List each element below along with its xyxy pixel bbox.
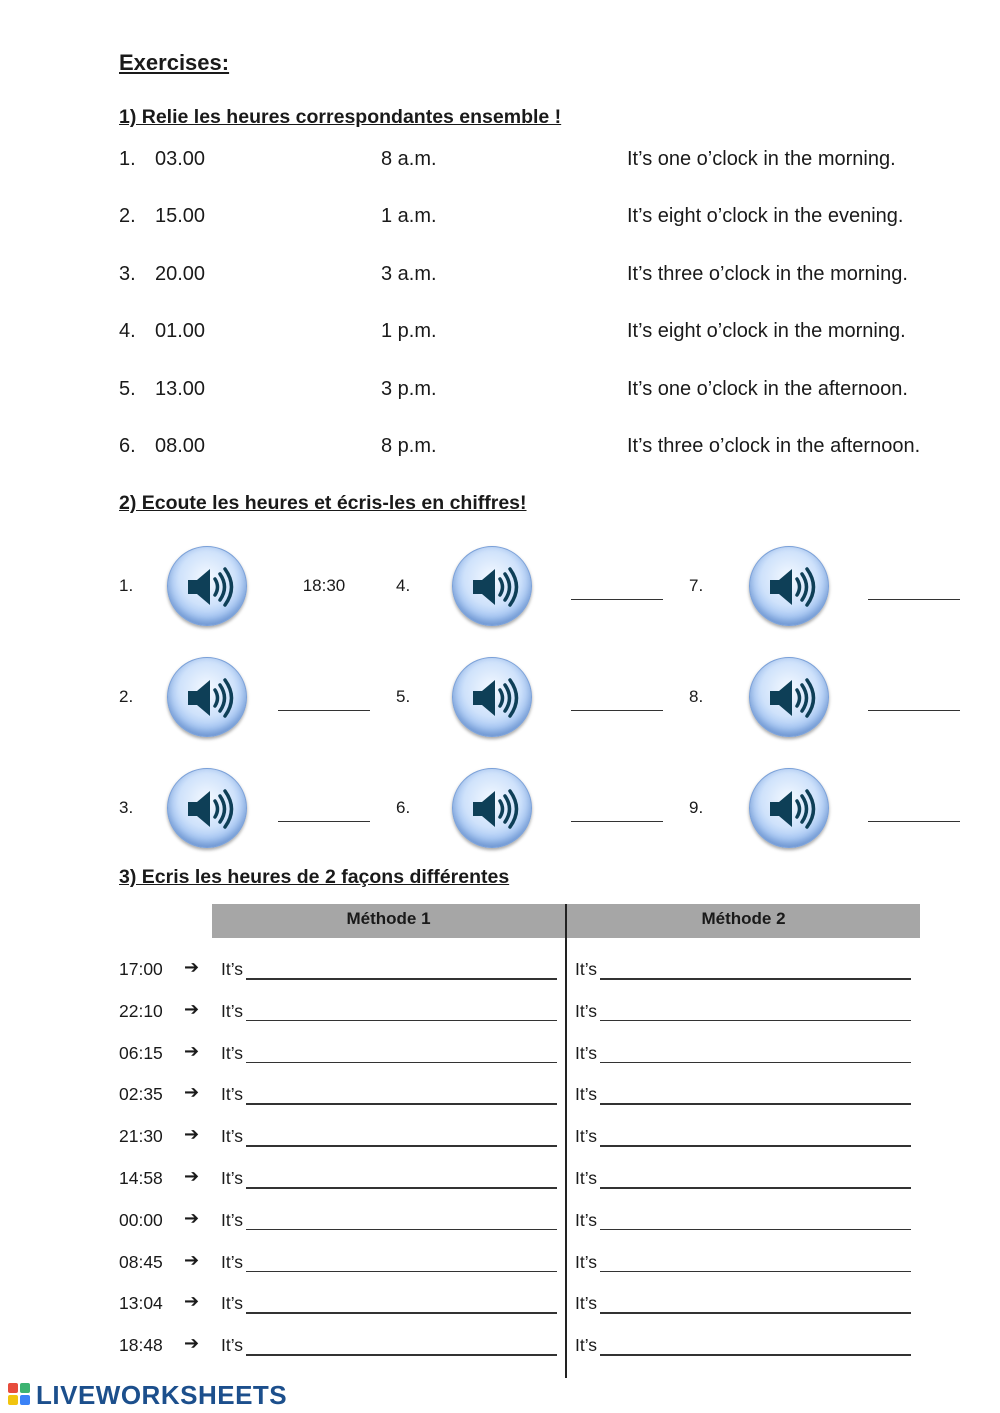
method-2-prefix: It’s	[575, 959, 598, 979]
exercise-3-row	[0, 1335, 1000, 1365]
method-1-answer-field[interactable]	[246, 1229, 557, 1231]
audio-item-number: 7.	[689, 576, 704, 595]
exercise-1-row	[0, 205, 1000, 235]
audio-item-number: 8.	[689, 687, 704, 706]
speaker-icon[interactable]	[167, 657, 247, 737]
method-1-answer-field[interactable]	[246, 1312, 557, 1314]
method-1-answer-field[interactable]	[246, 1103, 557, 1105]
audio-item-number: 1.	[119, 576, 134, 595]
method-1-prefix: It’s	[221, 1042, 244, 1063]
audio-answer-field[interactable]	[571, 798, 663, 822]
exercise-3-row	[0, 1168, 1000, 1198]
time-24h[interactable]: 13.00	[155, 378, 206, 400]
time-value: 06:15	[119, 1042, 163, 1063]
exercise-2-heading: 2) Ecoute les heures et écris-les en chiffres!	[119, 492, 527, 514]
method-1-prefix: It’s	[221, 1168, 244, 1188]
time-value: 02:35	[119, 1084, 163, 1105]
exercise-1-row	[0, 435, 1000, 465]
arrow-icon: ➔	[184, 957, 200, 977]
method-1-prefix: It’s	[221, 1126, 244, 1147]
exercise-3-row	[0, 1293, 1000, 1323]
audio-answer-field[interactable]	[278, 687, 370, 711]
audio-item-number: 5.	[396, 687, 411, 706]
time-value: 13:04	[119, 1293, 163, 1314]
method-1-prefix: It’s	[221, 1209, 244, 1230]
exercise-3-row	[0, 1126, 1000, 1156]
method-1-answer-field[interactable]	[246, 1271, 557, 1273]
method-2-answer-field[interactable]	[600, 1312, 911, 1314]
method-1-answer-field[interactable]	[246, 1145, 557, 1147]
audio-item-number: 2.	[119, 687, 134, 706]
arrow-icon: ➔	[184, 1207, 200, 1228]
exercise-3-row	[0, 1040, 1000, 1073]
method-2-answer-field[interactable]	[600, 1145, 911, 1147]
method-2-prefix: It’s	[575, 1168, 598, 1188]
time-phrase[interactable]: It’s eight o’clock in the morning.	[627, 320, 906, 342]
time-phrase[interactable]: It’s three o’clock in the morning.	[627, 263, 908, 285]
audio-item-number: 6.	[396, 798, 411, 817]
method-1-prefix: It’s	[221, 1251, 244, 1272]
method-2-answer-field[interactable]	[600, 1020, 911, 1022]
audio-answer-field[interactable]	[868, 576, 960, 600]
time-value: 14:58	[119, 1168, 163, 1188]
time-value: 22:10	[119, 1000, 163, 1021]
time-12h[interactable]: 3 a.m.	[381, 263, 437, 285]
time-24h[interactable]: 20.00	[155, 263, 206, 285]
time-24h[interactable]: 08.00	[155, 435, 206, 457]
method-2-answer-field[interactable]	[600, 1354, 911, 1356]
method-1-header: Méthode 1	[212, 904, 565, 938]
method-2-answer-field[interactable]	[600, 978, 911, 980]
item-number[interactable]: 2.	[119, 205, 136, 227]
exercise-3-row	[0, 998, 1000, 1031]
time-12h[interactable]: 3 p.m.	[381, 378, 437, 400]
time-12h[interactable]: 1 p.m.	[381, 320, 437, 342]
exercise-3-row	[0, 1084, 1000, 1114]
item-number[interactable]: 5.	[119, 378, 136, 400]
time-value: 21:30	[119, 1126, 163, 1147]
exercise-3-row	[0, 959, 1000, 989]
time-12h[interactable]: 1 a.m.	[381, 205, 437, 227]
time-12h[interactable]: 8 a.m.	[381, 148, 437, 170]
exercise-1-row	[0, 320, 1000, 350]
time-24h[interactable]: 03.00	[155, 148, 206, 170]
method-1-prefix: It’s	[221, 1293, 244, 1314]
speaker-icon[interactable]	[452, 546, 532, 626]
exercise-3-row	[0, 1249, 1000, 1282]
method-2-answer-field[interactable]	[600, 1187, 911, 1189]
method-1-answer-field[interactable]	[246, 1354, 557, 1356]
speaker-icon[interactable]	[749, 657, 829, 737]
audio-answer-field[interactable]	[278, 798, 370, 822]
speaker-icon[interactable]	[167, 768, 247, 848]
time-24h[interactable]: 15.00	[155, 205, 206, 227]
arrow-icon: ➔	[184, 1124, 200, 1145]
time-24h[interactable]: 01.00	[155, 320, 206, 342]
arrow-icon: ➔	[184, 1333, 200, 1354]
method-2-prefix: It’s	[575, 1335, 598, 1356]
exercise-1-heading: 1) Relie les heures correspondantes ensemble !	[119, 106, 562, 128]
method-1-answer-field[interactable]	[246, 1187, 557, 1189]
method-1-prefix: It’s	[221, 1084, 244, 1105]
time-value: 17:00	[119, 959, 163, 979]
speaker-icon[interactable]	[167, 546, 247, 626]
arrow-icon: ➔	[184, 1291, 200, 1312]
time-phrase[interactable]: It’s three o’clock in the afternoon.	[627, 435, 921, 457]
exercise-3-heading: 3) Ecris les heures de 2 façons différentes	[119, 866, 510, 888]
method-1-prefix: It’s	[221, 959, 244, 979]
method-2-header: Méthode 2	[567, 904, 920, 938]
time-phrase[interactable]: It’s one o’clock in the afternoon.	[627, 378, 908, 400]
time-value: 08:45	[119, 1251, 163, 1272]
method-1-prefix: It’s	[221, 1000, 244, 1021]
arrow-icon: ➔	[184, 1082, 200, 1103]
time-value: 00:00	[119, 1209, 163, 1230]
audio-answer-field[interactable]	[571, 576, 663, 600]
item-number[interactable]: 6.	[119, 435, 136, 457]
time-phrase[interactable]: It’s eight o’clock in the evening.	[627, 205, 904, 227]
method-2-answer-field[interactable]	[600, 1103, 911, 1105]
method-1-answer-field[interactable]	[246, 978, 557, 980]
method-1-prefix: It’s	[221, 1335, 244, 1356]
speaker-icon[interactable]	[452, 657, 532, 737]
audio-answer-field[interactable]	[868, 687, 960, 711]
method-2-prefix: It’s	[575, 1000, 598, 1021]
exercise-1-row	[0, 378, 1000, 408]
time-value: 18:48	[119, 1335, 163, 1356]
method-2-answer-field[interactable]	[600, 1229, 911, 1231]
audio-item-number: 9.	[689, 798, 704, 817]
item-number[interactable]: 1.	[119, 148, 136, 170]
method-2-prefix: It’s	[575, 1251, 598, 1272]
arrow-icon: ➔	[184, 998, 200, 1019]
audio-answer-field[interactable]: 18:30	[302, 576, 346, 595]
time-phrase[interactable]: It’s one o’clock in the morning.	[627, 148, 896, 170]
method-2-prefix: It’s	[575, 1293, 598, 1314]
logo-grid-icon	[8, 1383, 32, 1407]
speaker-icon[interactable]	[749, 546, 829, 626]
logo-text: LIVEWORKSHEETS	[36, 1380, 288, 1410]
method-2-prefix: It’s	[575, 1084, 598, 1105]
method-1-answer-field[interactable]	[246, 1062, 557, 1064]
speaker-icon[interactable]	[749, 768, 829, 848]
method-2-prefix: It’s	[575, 1126, 598, 1147]
exercise-1-row	[0, 148, 1000, 178]
audio-item-number: 4.	[396, 576, 411, 595]
method-2-prefix: It’s	[575, 1209, 598, 1230]
page-title: Exercises:	[119, 50, 230, 75]
time-12h[interactable]: 8 p.m.	[381, 435, 437, 457]
method-1-answer-field[interactable]	[246, 1020, 557, 1022]
arrow-icon: ➔	[184, 1040, 200, 1061]
method-2-answer-field[interactable]	[600, 1271, 911, 1273]
audio-item-number: 3.	[119, 798, 134, 817]
exercise-3-row	[0, 1207, 1000, 1240]
exercise-1-row	[0, 263, 1000, 293]
method-2-answer-field[interactable]	[600, 1062, 911, 1064]
item-number[interactable]: 3.	[119, 263, 136, 285]
arrow-icon: ➔	[184, 1166, 200, 1186]
audio-answer-field[interactable]	[571, 687, 663, 711]
item-number[interactable]: 4.	[119, 320, 136, 342]
audio-answer-field[interactable]	[868, 798, 960, 822]
arrow-icon: ➔	[184, 1249, 200, 1270]
method-2-prefix: It’s	[575, 1042, 598, 1063]
speaker-icon[interactable]	[452, 768, 532, 848]
